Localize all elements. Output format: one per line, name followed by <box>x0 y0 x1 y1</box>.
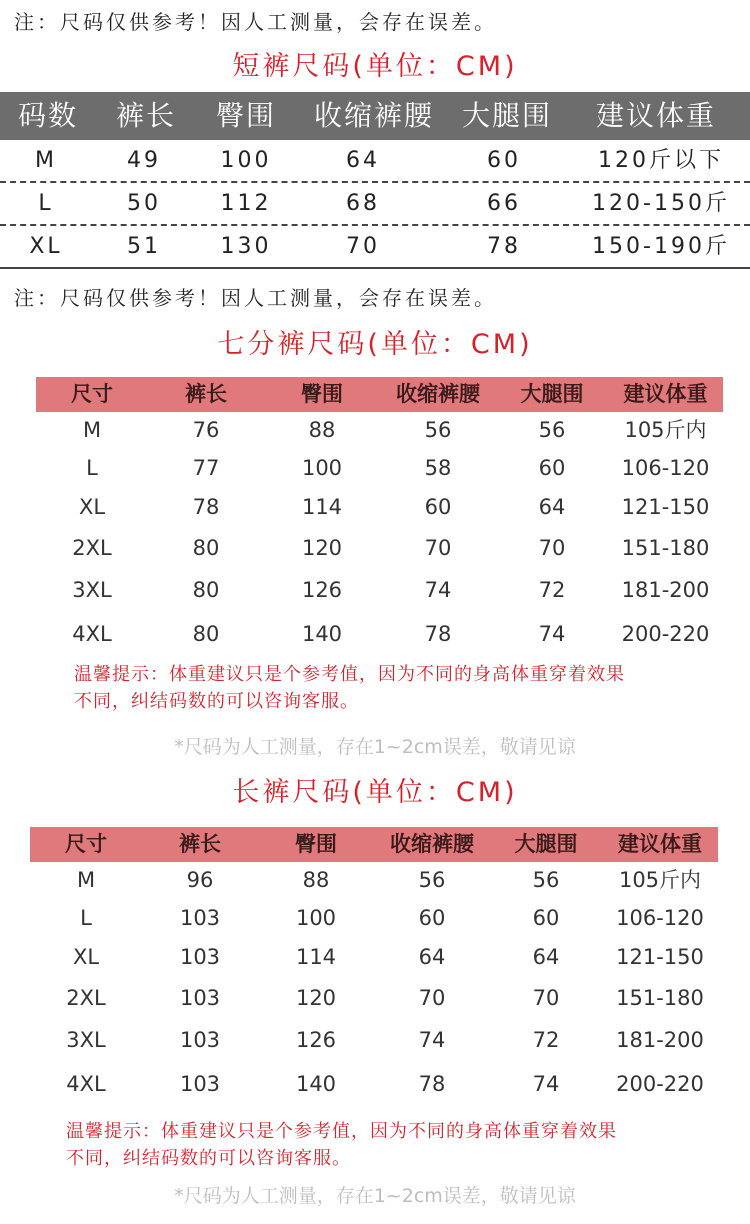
long-table-header <box>30 827 718 862</box>
header-thigh: 大腿围 <box>461 99 552 132</box>
table-cell: 151-180 <box>616 986 704 1010</box>
table-cell: 120-150斤 <box>592 191 730 216</box>
table-cell: M <box>76 868 96 892</box>
table-cell: 56 <box>538 418 566 442</box>
shorts-table-header <box>0 92 750 140</box>
table-cell: 66 <box>487 191 521 216</box>
table-cell: 103 <box>179 906 221 930</box>
table-cell: 120 <box>295 986 337 1010</box>
table-row <box>30 937 718 977</box>
table-cell: 120斤以下 <box>598 148 724 173</box>
table-cell: 70 <box>424 536 452 560</box>
table-cell: 126 <box>301 578 343 602</box>
table-cell: 130 <box>220 234 272 259</box>
table-cell: 80 <box>192 622 220 646</box>
table-cell: XL <box>72 945 100 969</box>
table-cell: 60 <box>424 495 452 519</box>
capri-tip-line2: 不同，纠结码数的可以咨询客服。 <box>74 691 359 712</box>
table-cell: 3XL <box>66 1028 106 1052</box>
table-cell: 114 <box>295 945 337 969</box>
table-cell: 76 <box>192 418 220 442</box>
table-cell: 120 <box>301 536 343 560</box>
table-row <box>36 410 723 450</box>
table-row <box>36 570 723 610</box>
header-thigh: 大腿围 <box>520 382 584 406</box>
table-cell: 151-180 <box>621 536 710 560</box>
table-cell: 103 <box>179 1028 221 1052</box>
table-cell: 126 <box>295 1028 337 1052</box>
header-thigh: 大腿围 <box>514 832 578 856</box>
table-cell: 105斤内 <box>618 868 702 892</box>
table-cell: 60 <box>487 148 521 173</box>
header-hip: 臀围 <box>295 832 337 856</box>
header-weight: 建议体重 <box>618 832 702 856</box>
table-cell: 70 <box>532 986 560 1010</box>
table-cell: 70 <box>538 536 566 560</box>
table-row <box>0 225 750 269</box>
header-waist: 收缩裤腰 <box>390 832 474 856</box>
table-cell: 74 <box>538 622 566 646</box>
header-hip: 臀围 <box>301 382 343 406</box>
table-cell: 3XL <box>72 578 112 602</box>
table-cell: 2XL <box>72 536 112 560</box>
table-cell: 4XL <box>72 622 112 646</box>
table-bottom-rule <box>0 267 750 269</box>
table-cell: 74 <box>418 1028 446 1052</box>
table-cell: M <box>35 148 57 173</box>
table-cell: 60 <box>538 456 566 480</box>
table-cell: 74 <box>424 578 452 602</box>
table-cell: L <box>38 191 54 216</box>
table-cell: XL <box>78 495 106 519</box>
table-cell: 103 <box>179 945 221 969</box>
table-cell: 121-150 <box>621 495 710 519</box>
table-cell: 60 <box>418 906 446 930</box>
capri-tip-line1: 温馨提示：体重建议只是个参考值，因为不同的身高体重穿着效果 <box>74 664 625 685</box>
table-cell: 100 <box>301 456 343 480</box>
table-cell: 105斤内 <box>624 418 707 442</box>
table-cell: 103 <box>179 986 221 1010</box>
table-row <box>30 898 718 938</box>
table-cell: XL <box>29 234 63 259</box>
table-cell: 114 <box>301 495 343 519</box>
long-tip-line2: 不同，纠结码数的可以咨询客服。 <box>66 1148 351 1169</box>
table-cell: 78 <box>418 1072 446 1096</box>
table-cell: 80 <box>192 536 220 560</box>
table-cell: 70 <box>346 234 380 259</box>
table-row <box>30 1064 718 1104</box>
table-cell: L <box>86 456 98 480</box>
table-cell: 103 <box>179 1072 221 1096</box>
header-size: 尺寸 <box>65 832 107 856</box>
table-row <box>36 528 723 568</box>
table-cell: 100 <box>295 906 337 930</box>
table-cell: 4XL <box>66 1072 106 1096</box>
table-row <box>36 448 723 488</box>
table-cell: 74 <box>532 1072 560 1096</box>
table-cell: L <box>80 906 92 930</box>
long-tip-line1: 温馨提示：体重建议只是个参考值，因为不同的身高体重穿着效果 <box>66 1121 617 1142</box>
table-cell: 181-200 <box>616 1028 704 1052</box>
table-cell: 50 <box>127 191 161 216</box>
table-row <box>0 139 750 183</box>
table-cell: 64 <box>538 495 566 519</box>
mid-note: 注：尺码仅供参考！因人工测量，会存在误差。 <box>14 286 497 310</box>
table-cell: 72 <box>538 578 566 602</box>
table-cell: 64 <box>532 945 560 969</box>
table-row <box>36 614 723 654</box>
table-cell: 78 <box>487 234 521 259</box>
table-cell: 106-120 <box>616 906 704 930</box>
header-waist: 收缩裤腰 <box>313 99 434 132</box>
header-waist: 收缩裤腰 <box>396 382 480 406</box>
top-note: 注：尺码仅供参考！因人工测量，会存在误差。 <box>14 10 497 34</box>
table-cell: 51 <box>127 234 161 259</box>
header-length: 裤长 <box>185 382 227 406</box>
table-cell: 112 <box>220 191 272 216</box>
shorts-title: 短裤尺码(单位：CM) <box>232 51 518 82</box>
table-row <box>0 182 750 226</box>
table-cell: 100 <box>220 148 272 173</box>
table-row <box>30 860 718 900</box>
capri-footnote: *尺码为人工测量，存在1~2cm误差，敬请见谅 <box>174 736 576 758</box>
table-cell: 56 <box>418 868 446 892</box>
table-cell: 56 <box>532 868 560 892</box>
table-cell: 68 <box>346 191 380 216</box>
table-cell: 77 <box>192 456 220 480</box>
table-cell: 181-200 <box>621 578 710 602</box>
table-cell: 49 <box>127 148 161 173</box>
table-cell: 200-220 <box>621 622 710 646</box>
table-cell: 78 <box>192 495 220 519</box>
table-cell: 140 <box>301 622 343 646</box>
table-cell: 64 <box>418 945 446 969</box>
table-cell: 58 <box>424 456 452 480</box>
table-cell: 78 <box>424 622 452 646</box>
table-row <box>36 487 723 527</box>
table-cell: 80 <box>192 578 220 602</box>
table-row <box>30 978 718 1018</box>
table-cell: 200-220 <box>616 1072 704 1096</box>
header-weight: 建议体重 <box>595 99 716 132</box>
capri-title: 七分裤尺码(单位：CM) <box>217 329 533 360</box>
table-cell: 60 <box>532 906 560 930</box>
table-cell: 56 <box>424 418 452 442</box>
header-length: 裤长 <box>179 832 221 856</box>
table-cell: 106-120 <box>621 456 710 480</box>
table-cell: 70 <box>418 986 446 1010</box>
table-cell: 2XL <box>66 986 106 1010</box>
long-title: 长裤尺码(单位：CM) <box>232 777 518 808</box>
long-footnote: *尺码为人工测量，存在1~2cm误差，敬请见谅 <box>174 1185 576 1207</box>
table-cell: 64 <box>346 148 380 173</box>
header-length: 裤长 <box>115 99 176 132</box>
table-cell: 121-150 <box>616 945 704 969</box>
header-size: 尺寸 <box>71 382 113 406</box>
capri-table-header <box>36 377 723 412</box>
table-cell: 72 <box>532 1028 560 1052</box>
table-cell: 140 <box>295 1072 337 1096</box>
table-cell: 96 <box>186 868 214 892</box>
header-size: 码数 <box>17 99 78 132</box>
table-cell: 150-190斤 <box>592 234 730 259</box>
header-weight: 建议体重 <box>623 382 708 406</box>
table-cell: 88 <box>302 868 330 892</box>
header-hip: 臀围 <box>215 99 276 132</box>
table-row <box>30 1020 718 1060</box>
table-cell: 88 <box>308 418 336 442</box>
table-cell: M <box>82 418 102 442</box>
